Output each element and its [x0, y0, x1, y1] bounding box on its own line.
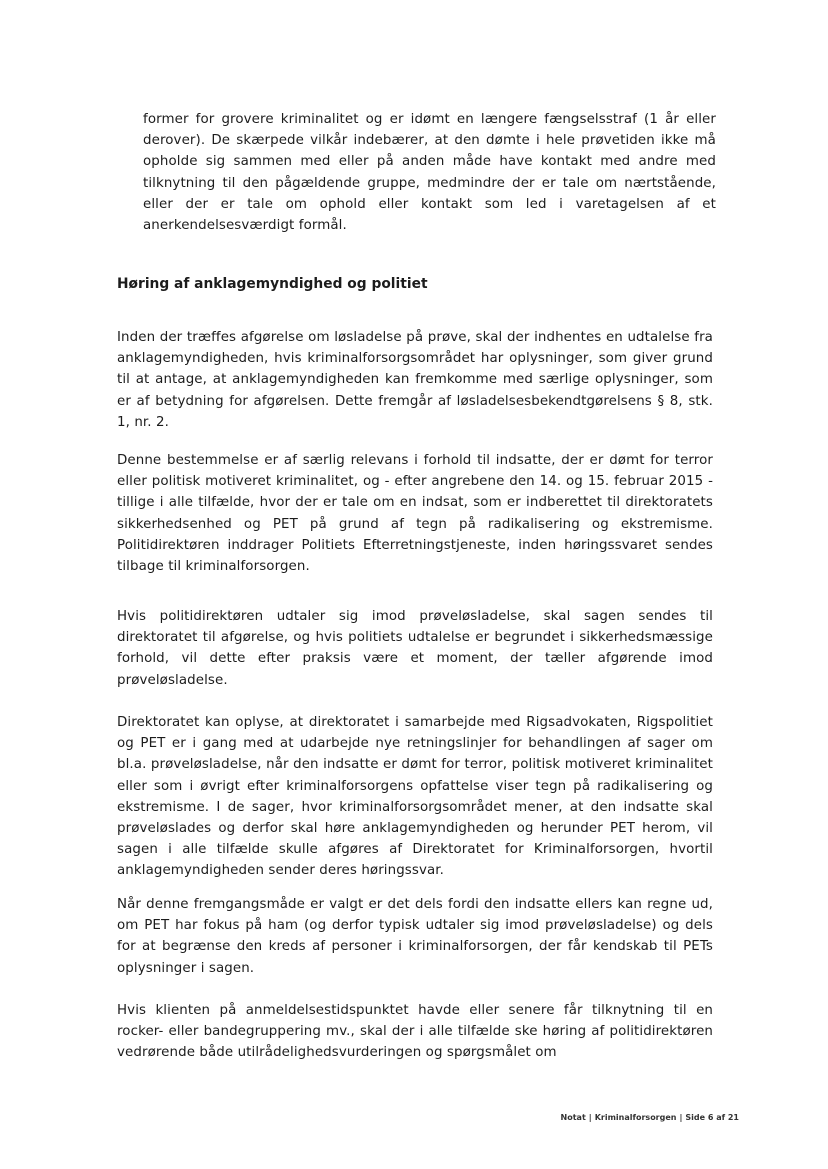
body-paragraph-2: Denne bestemmelse er af særlig relevans i forhold til indsatte, der er dømt for terror eller politisk motiveret kriminalitet, og - efter angrebene den 14. og 15. februar 2015 - tillige i alle tilfælde, hvor der er tale om en indsat, som er indberettet til direktoratets sikkerhedsenhed og PET på grund af tegn på radikalisering og ekstremisme. Politidirektøren inddrager Politiets Efterretningstjeneste, inden høringssvaret sendes tilbage til kriminalforsorgen. [117, 453, 713, 575]
intro-paragraph: former for grovere kriminalitet og er idømt en længere fængselsstraf (1 år eller derover). De skærpede vilkår indebærer, at den dømte i hele prøvetiden ikke må opholde sig sammen med eller på anden måde have kontakt med andre med tilknytning til den pågældende gruppe, medmindre der er tale om nærtstående, eller der er tale om ophold eller kontakt som led i varetagelsen af et anerkendelsesværdigt formål. [143, 112, 716, 234]
footer-separator: | [588, 1113, 592, 1122]
body-paragraph-1: Inden der træffes afgørelse om løsladelse på prøve, skal der indhentes en udtalelse fra anklagemyndigheden, hvis kriminalforsorgsområdet har oplysninger, som giver grund til at antage, at anklagemyndigheden kan fremkomme med særlige oplysninger, som er af betydning for afgørelsen. Dette fremgår af løsladelsesbekendtgørelsens § 8, stk. 1, nr. 2. [117, 330, 713, 430]
body-paragraph-3: Hvis politidirektøren udtaler sig imod prøveløsladelse, skal sagen sendes til direktoratet til afgørelse, og hvis politiets udtalelse er begrundet i sikkerhedsmæssige forhold, vil dette efter praksis være et moment, der tæller afgørende imod prøveløsladelse. [117, 609, 713, 688]
body-paragraph-6: Hvis klienten på anmeldelsestidspunktet havde eller senere får tilknytning til en rocker- eller bandegruppering mv., skal der i alle tilfælde ske høring af politidirektøren vedrørende både utilrådelighedsvurderingen og spørgsmålet om [117, 1003, 713, 1061]
body-paragraph-4: Direktoratet kan oplyse, at direktoratet i samarbejde med Rigsadvokaten, Rigspolitiet og PET er i gang med at udarbejde nye retningslinjer for behandlingen af sager om bl.a. prøveløsladelse, når den indsatte er dømt for terror, politisk motiveret kriminalitet eller som i øvrigt efter kriminalforsorgens opfattelse viser tegn på radikalisering og ekstremisme. I de sager, hvor kriminalforsorgsområdet mener, at den indsatte skal prøveløslades og derfor skal høre anklagemyndigheden og herunder PET herom, vil sagen i alle tilfælde skulle afgøres af Direktoratet for Kriminalforsorgen, hvortil anklagemyndigheden sender deres høringssvar. [117, 715, 713, 879]
body-paragraph-5: Når denne fremgangsmåde er valgt er det dels fordi den indsatte ellers kan regne ud, om PET har fokus på ham (og derfor typisk udtaler sig imod prøveløsladelse) og dels for at begrænse den kreds af personer i kriminalforsorgen, der får kendskab til PETs oplysninger i sagen. [117, 897, 713, 976]
footer-separator: | [679, 1113, 683, 1122]
footer-organization: Kriminalforsorgen [594, 1113, 677, 1122]
footer-doc-type: Notat [560, 1113, 586, 1122]
footer-page-number: Side 6 af 21 [685, 1113, 739, 1122]
page-footer [561, 1113, 739, 1122]
section-heading: Høring af anklagemyndighed og politiet [117, 276, 428, 292]
